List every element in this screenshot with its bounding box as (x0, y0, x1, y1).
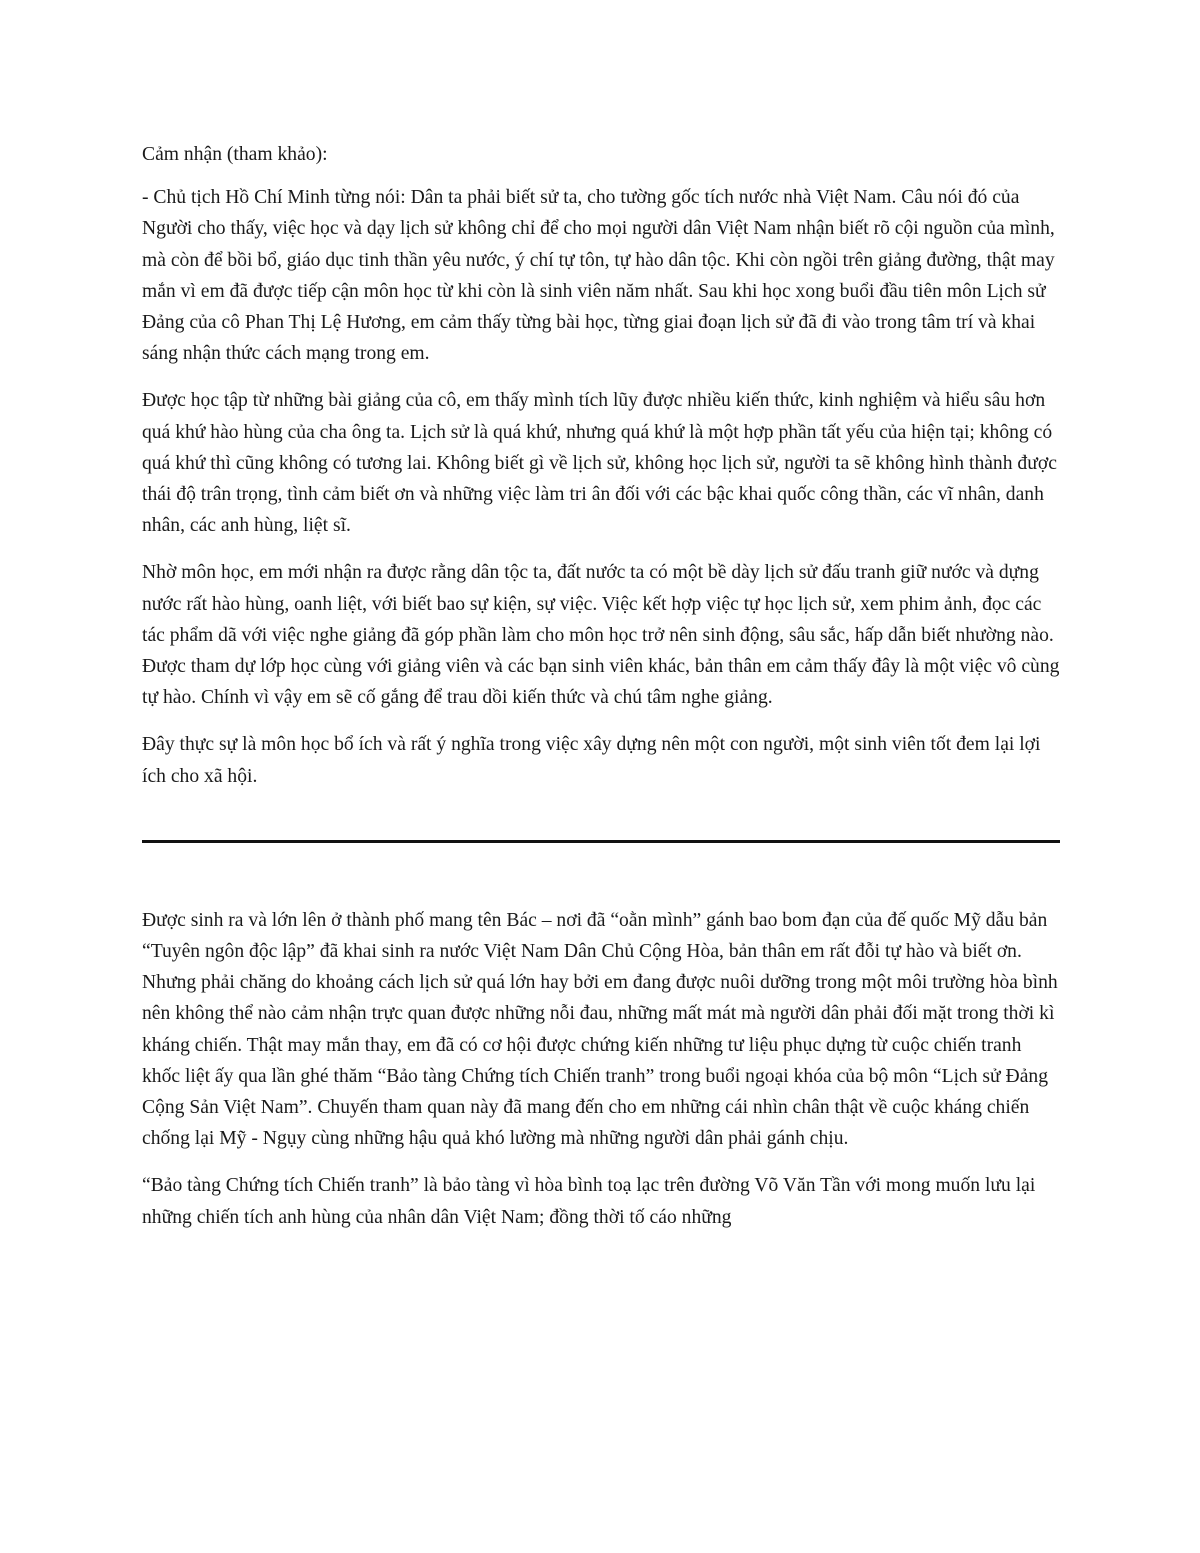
paragraph: Nhờ môn học, em mới nhận ra được rằng dân tộc ta, đất nước ta có một bề dày lịch sử đấu tranh giữ nước và dựng nước rất hào hùng, oanh liệt, với biết bao sự kiện, sự việc. Việc kết hợp việc tự học lịch sử, xem phim ảnh, đọc các tác phẩm dã với việc nghe giảng đã góp phần làm cho môn học trở nên sinh động, sâu sắc, hấp dẫn biết nhường nào. Được tham dự lớp học cùng với giảng viên và các bạn sinh viên khác, bản thân em cảm thấy đây là một việc vô cùng tự hào. Chính vì vậy em sẽ cố gắng để trau dồi kiến thức và chú tâm nghe giảng. (142, 562, 1060, 709)
paragraph: Được học tập từ những bài giảng của cô, em thấy mình tích lũy được nhiều kiến thức, kinh nghiệm và hiểu sâu hơn quá khứ hào hùng của cha ông ta. Lịch sử là quá khứ, nhưng quá khứ là một hợp phần tất yếu của hiện tại; không có quá khứ thì cũng không có tương lai. Không biết gì về lịch sử, không học lịch sử, người ta sẽ không hình thành được thái độ trân trọng, tình cảm biết ơn và những việc làm tri ân đối với các bậc khai quốc công thần, các vĩ nhân, danh nhân, các anh hùng, liệt sĩ. (142, 390, 1057, 537)
paragraph: Được sinh ra và lớn lên ở thành phố mang tên Bác – nơi đã “oằn mình” gánh bao bom đạn của đế quốc Mỹ dẫu bản “Tuyên ngôn độc lập” đã khai sinh ra nước Việt Nam Dân Chủ Cộng Hòa, bản thân em rất đỗi tự hào và biết ơn. Nhưng phải chăng do khoảng cách lịch sử quá lớn hay bởi em đang được nuôi dưỡng trong một môi trường hòa bình nên không thể nào cảm nhận trực quan được những nỗi đau, những mất mát mà người dân phải đối mặt trong thời kì kháng chiến. Thật may mắn thay, em đã có cơ hội được chứng kiến những tư liệu phục dựng từ cuộc chiến tranh khốc liệt ấy qua lần ghé thăm “Bảo tàng Chứng tích Chiến tranh” trong buổi ngoại khóa của bộ môn “Lịch sử Đảng Cộng Sản Việt Nam”. Chuyến tham quan này đã mang đến cho em những cái nhìn chân thật về cuộc kháng chiến chống lại Mỹ - Ngụy cùng những hậu quả khó lường mà những người dân phải gánh chịu. (142, 909, 1058, 1150)
section-one (142, 182, 1060, 792)
section-heading: Cảm nhận (tham khảo): (142, 144, 328, 165)
paragraph: - Chủ tịch Hồ Chí Minh từng nói: Dân ta phải biết sử ta, cho tường gốc tích nước nhà Việt Nam. Câu nói đó của Người cho thấy, việc học và dạy lịch sử không chỉ để cho mọi người dân Việt Nam nhận biết rõ cội nguồn của mình, mà còn để bồi bổ, giáo dục tinh thần yêu nước, ý chí tự tôn, tự hào dân tộc. Khi còn ngồi trên giảng đường, thật may mắn vì em đã được tiếp cận môn học từ khi còn là sinh viên năm nhất. Sau khi học xong buổi đầu tiên môn Lịch sử Đảng của cô Phan Thị Lệ Hương, em cảm thấy từng bài học, từng giai đoạn lịch sử đã đi vào trong tâm trí và khai sáng nhận thức cách mạng trong em. (142, 187, 1055, 365)
paragraph: “Bảo tàng Chứng tích Chiến tranh” là bảo tàng vì hòa bình toạ lạc trên đường Võ Văn Tần với mong muốn lưu lại những chiến tích anh hùng của nhân dân Việt Nam; đồng thời tố cáo những (142, 1175, 1036, 1228)
paragraph: Đây thực sự là môn học bổ ích và rất ý nghĩa trong việc xây dựng nên một con người, một sinh viên tốt đem lại lợi ích cho xã hội. (142, 734, 1041, 787)
section-divider (142, 840, 1060, 843)
section-two (142, 905, 1060, 1233)
document-page (142, 139, 1060, 1233)
